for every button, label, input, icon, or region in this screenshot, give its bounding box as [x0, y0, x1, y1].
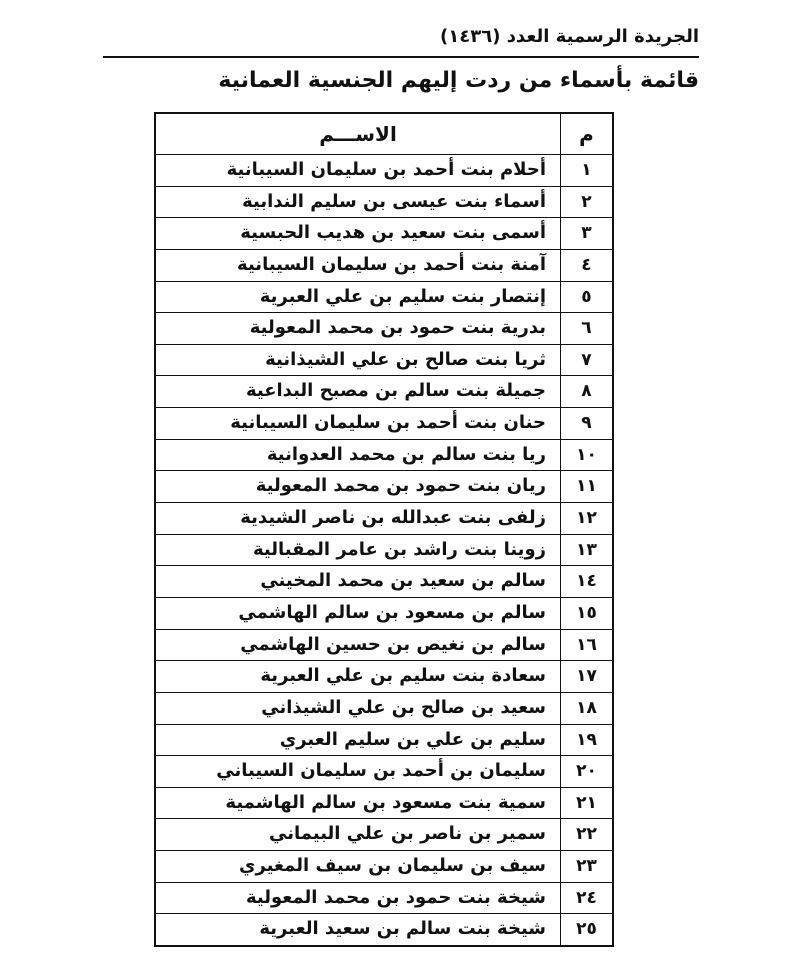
row-number: ٨	[560, 376, 612, 407]
table-row	[156, 913, 612, 945]
row-number: ٢٤	[560, 883, 612, 914]
column-header-name: الاســـم	[319, 122, 397, 146]
row-name: سمية بنت مسعود بن سالم الهاشمية	[225, 791, 546, 813]
row-number: ٣	[560, 218, 612, 249]
row-number: ٩	[560, 408, 612, 439]
row-name: ثريا بنت صالح بن علي الشيذانية	[265, 348, 546, 370]
row-name: أسمى بنت سعيد بن هديب الحبسية	[240, 222, 546, 244]
row-name: إنتصار بنت سليم بن علي العبرية	[259, 285, 546, 307]
row-number: ١٤	[560, 566, 612, 597]
row-name: زوينا بنت راشد بن عامر المقبالية	[253, 538, 546, 560]
table-row	[156, 502, 612, 534]
row-number: ١١	[560, 471, 612, 502]
row-number: ٢٢	[560, 819, 612, 850]
table-row	[156, 312, 612, 344]
row-number: ٤	[560, 250, 612, 281]
table-row	[156, 439, 612, 471]
row-name: ريا بنت سالم بن محمد العدوانية	[266, 443, 546, 465]
table-row	[156, 565, 612, 597]
row-name: ريان بنت حمود بن محمد المعولية	[255, 475, 546, 497]
column-header-number: م	[560, 114, 612, 154]
row-number: ٢	[560, 187, 612, 218]
document-title: قائمة بأسماء من ردت إليهم الجنسية العمانية	[218, 68, 699, 93]
row-name: زلفى بنت عبدالله بن ناصر الشيدية	[240, 507, 546, 529]
table-row	[156, 375, 612, 407]
row-number: ١	[560, 155, 612, 186]
table-row	[156, 818, 612, 850]
row-number: ٢١	[560, 788, 612, 819]
table-row	[156, 597, 612, 629]
table-row	[156, 692, 612, 724]
row-name: شيخة بنت حمود بن محمد المعولية	[246, 886, 546, 908]
row-name: سليم بن علي بن سليم العبري	[279, 728, 546, 750]
row-name: أحلام بنت أحمد بن سليمان السيبانية	[226, 159, 546, 180]
row-number: ٦	[560, 313, 612, 344]
row-number: ٥	[560, 282, 612, 313]
row-name: شيخة بنت سالم بن سعيد العبرية	[259, 918, 546, 940]
row-name: بدرية بنت حمود بن محمد المعولية	[249, 317, 546, 339]
table-header-row	[156, 114, 612, 154]
page-header	[103, 22, 699, 58]
table-row	[156, 186, 612, 218]
row-name: جميلة بنت سالم بن مصبح البداعية	[245, 380, 546, 402]
row-name: سالم بن نغيص بن حسين الهاشمي	[240, 633, 546, 655]
table-row	[156, 217, 612, 249]
row-number: ١٦	[560, 630, 612, 661]
table-row	[156, 882, 612, 914]
table-row	[156, 629, 612, 661]
gazette-header-text: الجريدة الرسمية العدد (١٤٣٦)	[440, 26, 699, 47]
row-name: آمنة بنت أحمد بن سليمان السيبانية	[237, 253, 546, 275]
table-row	[156, 470, 612, 502]
row-name: سالم بن مسعود بن سالم الهاشمي	[238, 601, 546, 623]
table-row	[156, 407, 612, 439]
row-name: حنان بنت أحمد بن سليمان السيبانية	[230, 412, 546, 434]
table-row	[156, 787, 612, 819]
table-row	[156, 755, 612, 787]
row-number: ٢٣	[560, 851, 612, 882]
row-number: ١٣	[560, 535, 612, 566]
row-name: سيف بن سليمان بن سيف المغيري	[238, 855, 546, 877]
row-name: سعيد بن صالح بن علي الشيذاني	[261, 696, 546, 718]
row-number: ١٢	[560, 503, 612, 534]
table-row	[156, 850, 612, 882]
row-number: ٧	[560, 345, 612, 376]
row-number: ١٥	[560, 598, 612, 629]
table-row	[156, 344, 612, 376]
row-name: سليمان بن أحمد بن سليمان السيباني	[216, 760, 546, 782]
table-row	[156, 154, 612, 186]
table-row	[156, 534, 612, 566]
row-number: ١٩	[560, 725, 612, 756]
table-row	[156, 249, 612, 281]
row-number: ١٠	[560, 440, 612, 471]
table-row	[156, 660, 612, 692]
table-row	[156, 724, 612, 756]
row-name: أسماء بنت عيسى بن سليم الندابية	[242, 190, 546, 212]
table-row	[156, 281, 612, 313]
row-name: سمير بن ناصر بن علي البيماني	[269, 823, 546, 845]
names-table	[154, 112, 614, 947]
row-number: ١٧	[560, 661, 612, 692]
row-number: ٢٥	[560, 914, 612, 945]
row-name: سالم بن سعيد بن محمد المخيني	[260, 570, 546, 592]
row-number: ١٨	[560, 693, 612, 724]
row-name: سعادة بنت سليم بن علي العبرية	[260, 665, 546, 687]
row-number: ٢٠	[560, 756, 612, 787]
